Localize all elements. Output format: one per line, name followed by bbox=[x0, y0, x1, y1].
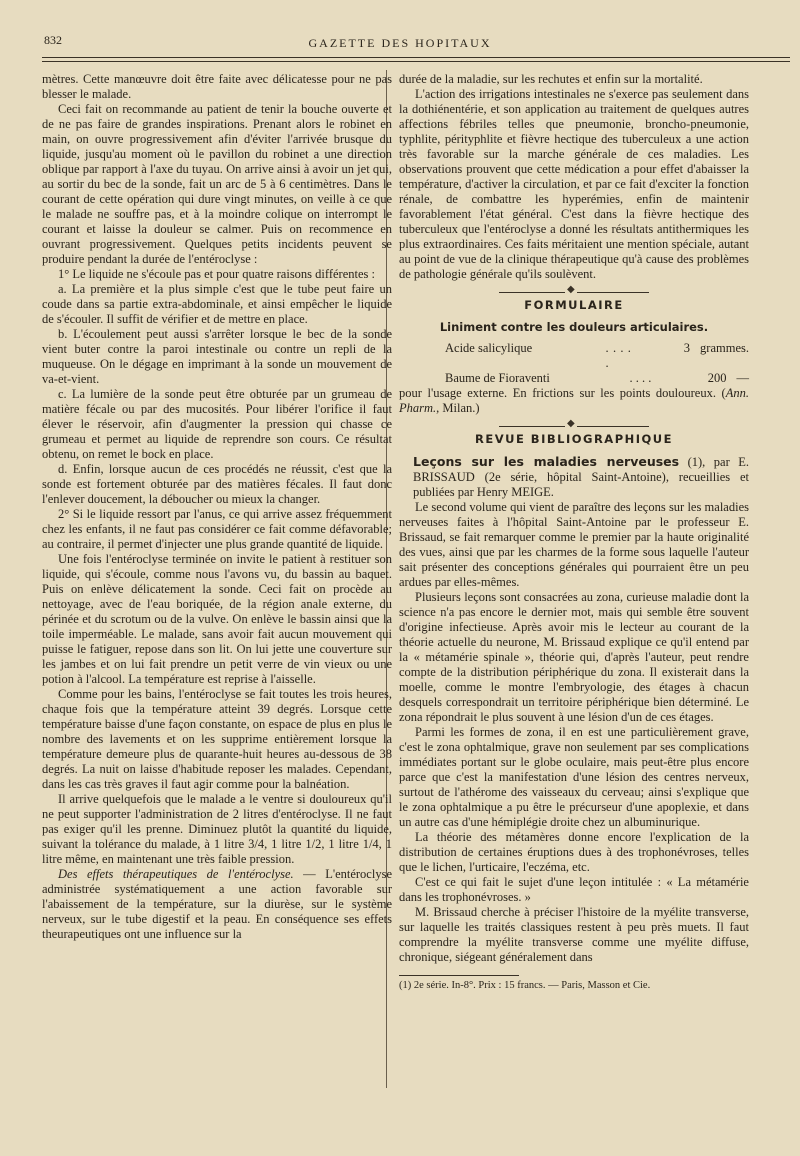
paragraph: a. La première et la plus simple c'est que le tube peut faire un coude dans sa partie extra-abdominale, et ainsi empêcher le liquide de s'écouler. Il suffit de vérifier et de mettre en place. bbox=[42, 282, 392, 326]
paragraph: d. Enfin, lorsque aucun de ces procédés ne réussit, c'est que la sonde est fortement obturée par des matières fécales. Il faut donc l'enlever doucement, la déboucher ou mieux la changer. bbox=[42, 462, 392, 506]
paragraph: b. L'écoulement peut aussi s'arrêter lorsque le bec de la sonde vient buter contre la paroi intestinale ou contre un repli de la muqueuse. On le dégage en imprimant à la sonde un mouvement de va-et-vient. bbox=[42, 327, 392, 386]
journal-title: GAZETTE DES HOPITAUX bbox=[308, 36, 492, 50]
paragraph: 2° Si le liquide ressort par l'anus, ce qui arrive assez fréquemment chez les enfants, il ne faut pas considérer ce fait comme défavorable; au contraire, il permet d'injecter une plus grande quantité de liquide. bbox=[42, 507, 392, 551]
ingredient-name: Baume de Fioraventi bbox=[445, 370, 550, 385]
ingredient-dots: . . . . . bbox=[605, 340, 631, 370]
paragraph-text: — L'entéroclyse administrée systématiquement a une action favorable sur l'abaissement de la température, sur la diurèse, sur le système nerveux, sur le tube digestif et la peau. En conséquence ses effets theurapeutiques ont une influence sur la bbox=[42, 867, 392, 941]
book-entry bbox=[399, 454, 749, 500]
formula-title: Liniment contre les douleurs articulaires. bbox=[439, 319, 709, 334]
book-details: (1), par E. BRISSAUD (2e série, hôpital Saint-Antoine), recueillies et publiées par Henry MEIGE. bbox=[413, 455, 749, 500]
ingredient-row bbox=[399, 371, 749, 386]
ingredient-quantity: 200 bbox=[707, 370, 727, 385]
formula-usage bbox=[399, 386, 749, 416]
formulaire-heading: FORMULAIRE bbox=[524, 298, 624, 312]
paragraph: Parmi les formes de zona, il en est une particulièrement grave, c'est le zona ophtalmique, grave non seulement par ses complications immédiates portant sur le globe oculaire, mais peut-être plus encore parce que c'est la manifestation d'une lésion des centres nerveux, surtout de l'athérome des vaisseaux du cerveau; ainsi s'explique que le zona ophtalmique a pu être le précurseur d'une apoplexie, et dans un autre cas d'une hémiplégie droite chez un albuminurique. bbox=[399, 725, 749, 830]
revue-heading: REVUE BIBLIOGRAPHIQUE bbox=[475, 431, 673, 446]
section-separator bbox=[499, 426, 649, 427]
ingredient-unit: — bbox=[736, 370, 750, 385]
paragraph: Plusieurs leçons sont consacrées au zona, curieuse maladie dont la science n'a pas encore le dernier mot, mais qui semble être souvent d'origine infectieuse. Après avoir mis le lecteur au courant de la théorie actuelle du neurone, M. Brissaud explique ce qu'il entend par la « métamérie spinale », théorie qui, d'après l'auteur, peut rendre compte de la distribution périphérique du zona. Il existerait dans la moelle, comme le montre l'embryologie, des étages à chacun desquels correspondrait un territoire périphérique bien déterminé. Le zona répondrait le plus souvent à une lésion d'un de ces étages. bbox=[399, 590, 749, 725]
header-rule bbox=[42, 61, 790, 62]
paragraph: 1° Le liquide ne s'écoule pas et pour quatre raisons différentes : bbox=[58, 267, 375, 281]
paragraph: Comme pour les bains, l'entéroclyse se fait toutes les trois heures, chaque fois que la température atteint 39 degrés. Lorsque cette température baisse d'une façon constante, on espace de plus en plus le nombre des lavements et on les supprime entièrement lorsque la température demeure plus de quarante-huit heures au-dessous de 38 degrés. La nuit on laisse d'habitude reposer les malades. Cependant, dans les cas très graves il faut agir comme pour la balnéation. bbox=[42, 687, 392, 791]
section-italic-title: Des effets thérapeutiques de l'entéroclyse. bbox=[58, 867, 294, 881]
section-separator bbox=[499, 292, 649, 293]
formula-usage-end: , Milan.) bbox=[436, 400, 480, 415]
right-column bbox=[399, 72, 749, 993]
footnote-rule bbox=[399, 975, 519, 976]
ingredient-quantity: 3 bbox=[683, 340, 691, 355]
book-title: Leçons sur les maladies nerveuses bbox=[413, 454, 680, 470]
ingredient-unit: grammes. bbox=[700, 340, 749, 355]
paragraph: La théorie des métamères donne encore l'explication de la distribution de certaines éruptions dues à des trophonévroses, telles que le lichen, l'urticaire, l'eczéma, etc. bbox=[399, 830, 749, 875]
ingredient-row bbox=[399, 341, 749, 371]
paragraph: mètres. Cette manœuvre doit être faite avec délicatesse pour ne pas blesser le malade. bbox=[42, 72, 392, 101]
paragraph bbox=[42, 867, 392, 942]
paragraph: c. La lumière de la sonde peut être obturée par un grumeau de matière fécale ou par des mucosités. Pour libérer l'orifice il faut élever le réservoir, afin d'augmenter la pression qui chasse ce grumeau et permet au liquide de reprendre son cours. Ce résultat obtenu, on remet le bock en place. bbox=[42, 387, 392, 461]
paragraph: Une fois l'entéroclyse terminée on invite le patient à restituer son liquide, qui s'écoule, comme nous l'avons vu, du bassin au baquet. Puis on enlève délicatement la sonde. Ceci fait on procède au nettoyage, avec de l'eau boriquée, de la région anale externe, du périnée et du scrotum ou de la vulve. On enlève le bassin ainsi que la toile imperméable. Le malade, sans avoir fait aucun mouvement qui puisse le fatiguer, repose dans son lit. On lui jette une couverture sur les jambes et on lui fait prendre un petit verre de vin vieux ou une potion à l'alcool. La température est reprise à l'aisselle. bbox=[42, 552, 392, 686]
ingredient-dots: . . . . bbox=[629, 370, 652, 385]
paragraph: durée de la maladie, sur les rechutes et enfin sur la mortalité. bbox=[399, 72, 703, 86]
paragraph: Ceci fait on recommande au patient de tenir la bouche ouverte et de ne pas faire de grandes inspirations. Prenant alors le robinet en main, on ouvre progressivement afin d'éviter l'arrivée brusque du liquide, jusqu'au moment où le pavillon du robinet a une direction oblique par rapport à l'axe du tuyau. On arrive ainsi à avoir un jet qui, au sortir du bec de la sonde, fait un arc de 5 à 6 centimètres. Dans le courant de cette opération qui dure vingt minutes, on veille à ce que le malade ne souffre pas, et à la moindre colique on interrompt le courant et laisse la douleur se calmer. Puis on recommence en ouvrant progressivement. Quelques petits incidents peuvent se produire pendant la durée de l'entéroclyse : bbox=[42, 102, 392, 266]
paragraph: Il arrive quelquefois que le malade a le ventre si douloureux qu'il ne peut supporter l'administration de 2 litres d'entéroclyse. Il ne faut pas exiger qu'il les prenne. Diminuez plutôt la quantité du liquide, suivant la tolérance du malade, à 1 litre 3/4, 1 litre 1/2, 1 litre 1/4, 1 litre même, en maintenant une très faible pression. bbox=[42, 792, 392, 866]
page-number: 832 bbox=[44, 33, 62, 47]
formula-usage-text: pour l'usage externe. En frictions sur les points douloureux. ( bbox=[399, 385, 726, 400]
left-column bbox=[42, 72, 392, 942]
paragraph: M. Brissaud cherche à préciser l'histoire de la myélite transverse, sur laquelle les traités classiques restent à peu près muets. Il faut comprendre la myélite transverse comme une myélite diffuse, chronique, siégeant généralement dans bbox=[399, 905, 749, 965]
header-rule bbox=[42, 57, 790, 58]
formula-source: Ann. Pharm. bbox=[399, 385, 749, 415]
footnote: (1) 2e série. In-8°. Prix : 15 francs. — Paris, Masson et Cie. bbox=[399, 980, 651, 992]
paragraph: Le second volume qui vient de paraître des leçons sur les maladies nerveuses faites à l'hôpital Saint-Antoine par le professeur E. Brissaud, se fait remarquer comme le premier par la haute originalité des vues, ainsi que par les charmes de la forme sous laquelle l'auteur sait présenter des conceptions générales qui pourraient être un peu ardues par elles-mêmes. bbox=[399, 500, 749, 590]
paragraph: C'est ce qui fait le sujet d'une leçon intitulée : « La métamérie dans les trophonévroses. » bbox=[399, 875, 749, 905]
paragraph: L'action des irrigations intestinales ne s'exerce pas seulement dans la dothiénentérie, et son application au traitement de quelques autres affections fébriles telles que pneumonie, broncho-pneumonie, typhlite, pérityphlite et fièvre hectique des tuberculeux a une action très favorable sur la marche générale de ces maladies. Les observations prouvent que cette médication a pour effet d'abaisser la température, d'activer la circulation, et par ce fait d'exciter la fonction rénale, de combattre les hyperémies, enfin de maintenir favorablement l'état général. C'est dans la fièvre hectique des tuberculeux que l'entéroclyse a donné les résultats antithermiques les plus extraordinaires. Ces faits méritaient une mention spéciale, autant au point de vue de la clinique thérapeutique qu'à cause des problèmes de pathologie générale qu'ils soulèvent. bbox=[399, 87, 749, 281]
ingredient-name: Acide salicylique bbox=[445, 340, 533, 355]
